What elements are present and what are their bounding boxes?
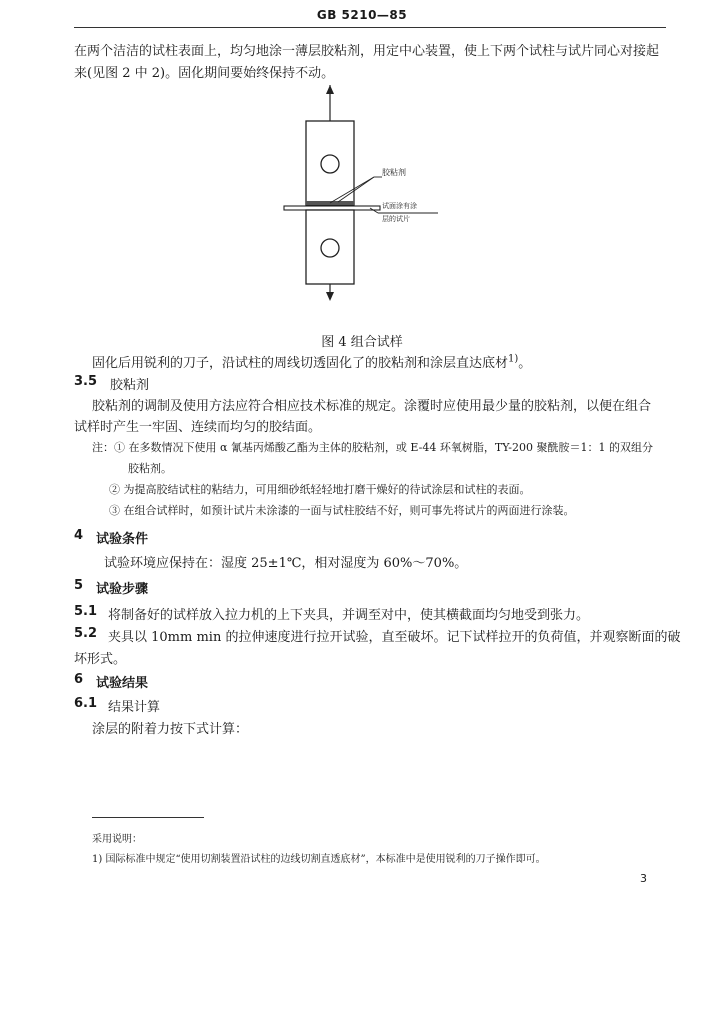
section-3-5-number: 3.5 [74,374,98,389]
cutting-text: 固化后用锐利的刀子，沿试柱的周线切透固化了的胶粘剂和涂层直达底材 [92,356,509,371]
section-6-number: 6 [74,672,84,687]
bottom-arrow-head [326,292,334,301]
section-4-title: 试验条件 [96,532,149,547]
coating-label-2: 层的试片 [382,215,410,223]
section-5-1-number: 5.1 [74,604,98,619]
note-3: ③ 在组合试样时，如预计试片未涂漆的一面与试柱胶结不好，则可事先将试片的两面进行涂装。 [109,504,575,517]
section-6-1-number: 6.1 [74,696,98,711]
lower-pin-hole [321,239,339,257]
section-5-title: 试验步骤 [96,582,149,597]
footnote-ref: 1) [508,353,519,365]
combined-specimen-figure [270,85,470,305]
footnote-rule [92,817,204,818]
intro-line-2: 来(见图 2 中 2)。固化期间要始终保持不动。 [74,66,335,81]
upper-pin-hole [321,155,339,173]
section-6-title: 试验结果 [96,676,149,691]
coating-label-1: 试面涂有涂 [382,202,417,210]
footnote-label: 采用说明： [92,834,142,845]
section-4-text: 试验环境应保持在：湿度 25±1℃，相对湿度为 60%～70%。 [104,556,468,571]
cutting-end: 。 [518,356,532,371]
section-5-2-text: 夹具以 10mm min 的拉伸速度进行拉开试验，直至破坏。记下试样拉开的负荷值，并观察断面的破 [108,630,681,645]
note-2: ② 为提高胶结试柱的粘结力，可用细砂纸轻轻地打磨干燥好的待试涂层和试柱的表面。 [109,483,531,496]
adhesive-label: 胶粘剂 [382,168,406,177]
cutting-instruction [92,352,531,371]
section-5-2-text-2: 坏形式。 [74,652,127,667]
header-rule [74,27,666,28]
intro-line-1: 在两个洁洁的试柱表面上，均匀地涂一薄层胶粘剂，用定中心装置，使上下两个试柱与试片同心对接起 [74,44,660,59]
section-3-5-line-1: 胶粘剂的调制及使用方法应符合相应技术标准的规定。涂覆时应使用最少量的胶粘剂，以便在组合 [92,399,652,414]
section-6-1-text: 涂层的附着力按下式计算： [92,722,249,737]
note-1-line-2: 胶粘剂。 [128,462,172,475]
page-number: 3 [640,872,647,885]
section-3-5-title: 胶粘剂 [110,378,150,393]
figure-caption: 图 4 组合试样 [321,335,403,350]
section-5-1-text: 将制备好的试样放入拉力机的上下夹具，并调至对中，使其横截面均匀地受到张力。 [108,608,590,623]
note-1-line-1: 注：① 在多数情况下使用 α 氰基丙烯酸乙酯为主体的胶粘剂，或 E-44 环氧树脂，TY-200 聚酰胺＝1：1 的双组分 [92,441,653,454]
footnote-text: 1) 国际标准中规定“使用切割装置沿试柱的边线切割直透底材”，本标准中是使用锐利的刀子操作即可。 [92,854,546,865]
section-3-5-line-2: 试样时产生一牢固、连续而均匀的胶结面。 [74,420,322,435]
section-6-1-title: 结果计算 [108,700,161,715]
section-5-2-number: 5.2 [74,626,98,641]
section-4-number: 4 [74,528,84,543]
standard-code: GB 5210—85 [316,8,408,22]
section-5-number: 5 [74,578,84,593]
top-arrow-head [326,85,334,94]
